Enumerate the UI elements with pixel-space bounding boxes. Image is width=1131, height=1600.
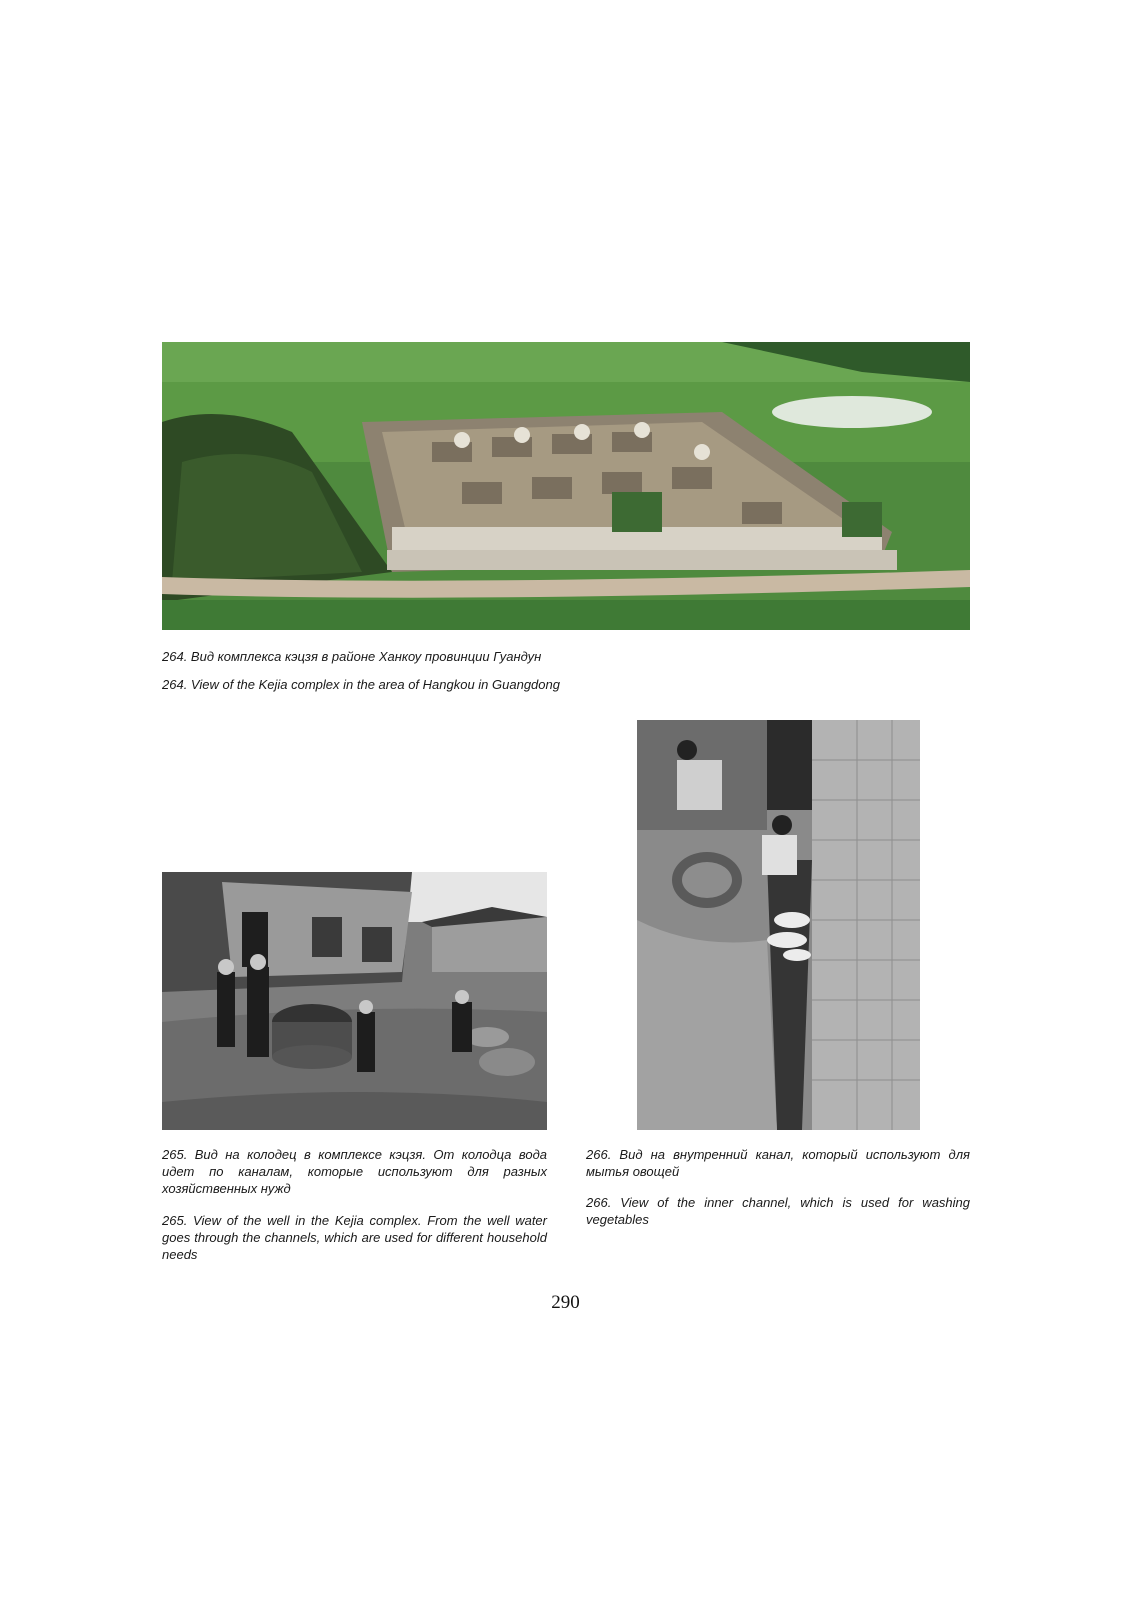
photo-kejia-complex-aerial (162, 342, 970, 630)
photo-well-courtyard (162, 872, 547, 1130)
caption-264-en: 264. View of the Kejia complex in the area of Hangkou in Guangdong (162, 677, 560, 692)
caption-266-en: 266. View of the inner channel, which is used for washing vegetables (586, 1195, 970, 1227)
caption-264-ru: 264. Вид комплекса кэцзя в районе Ханкоу провинции Гуандун (162, 649, 542, 664)
photo-inner-channel (637, 720, 920, 1130)
page-number: 290 (551, 1292, 580, 1313)
caption-266-ru: 266. Вид на внутренний канал, который используют для мытья овощей (586, 1147, 970, 1179)
caption-265-en: 265. View of the well in the Kejia complex. From the well water goes through the channels, which are used for different household needs (162, 1213, 547, 1262)
caption-265-ru: 265. Вид на колодец в комплексе кэцзя. От колодца вода идет по каналам, которые используют для разных хозяйственных нужд (162, 1147, 547, 1196)
